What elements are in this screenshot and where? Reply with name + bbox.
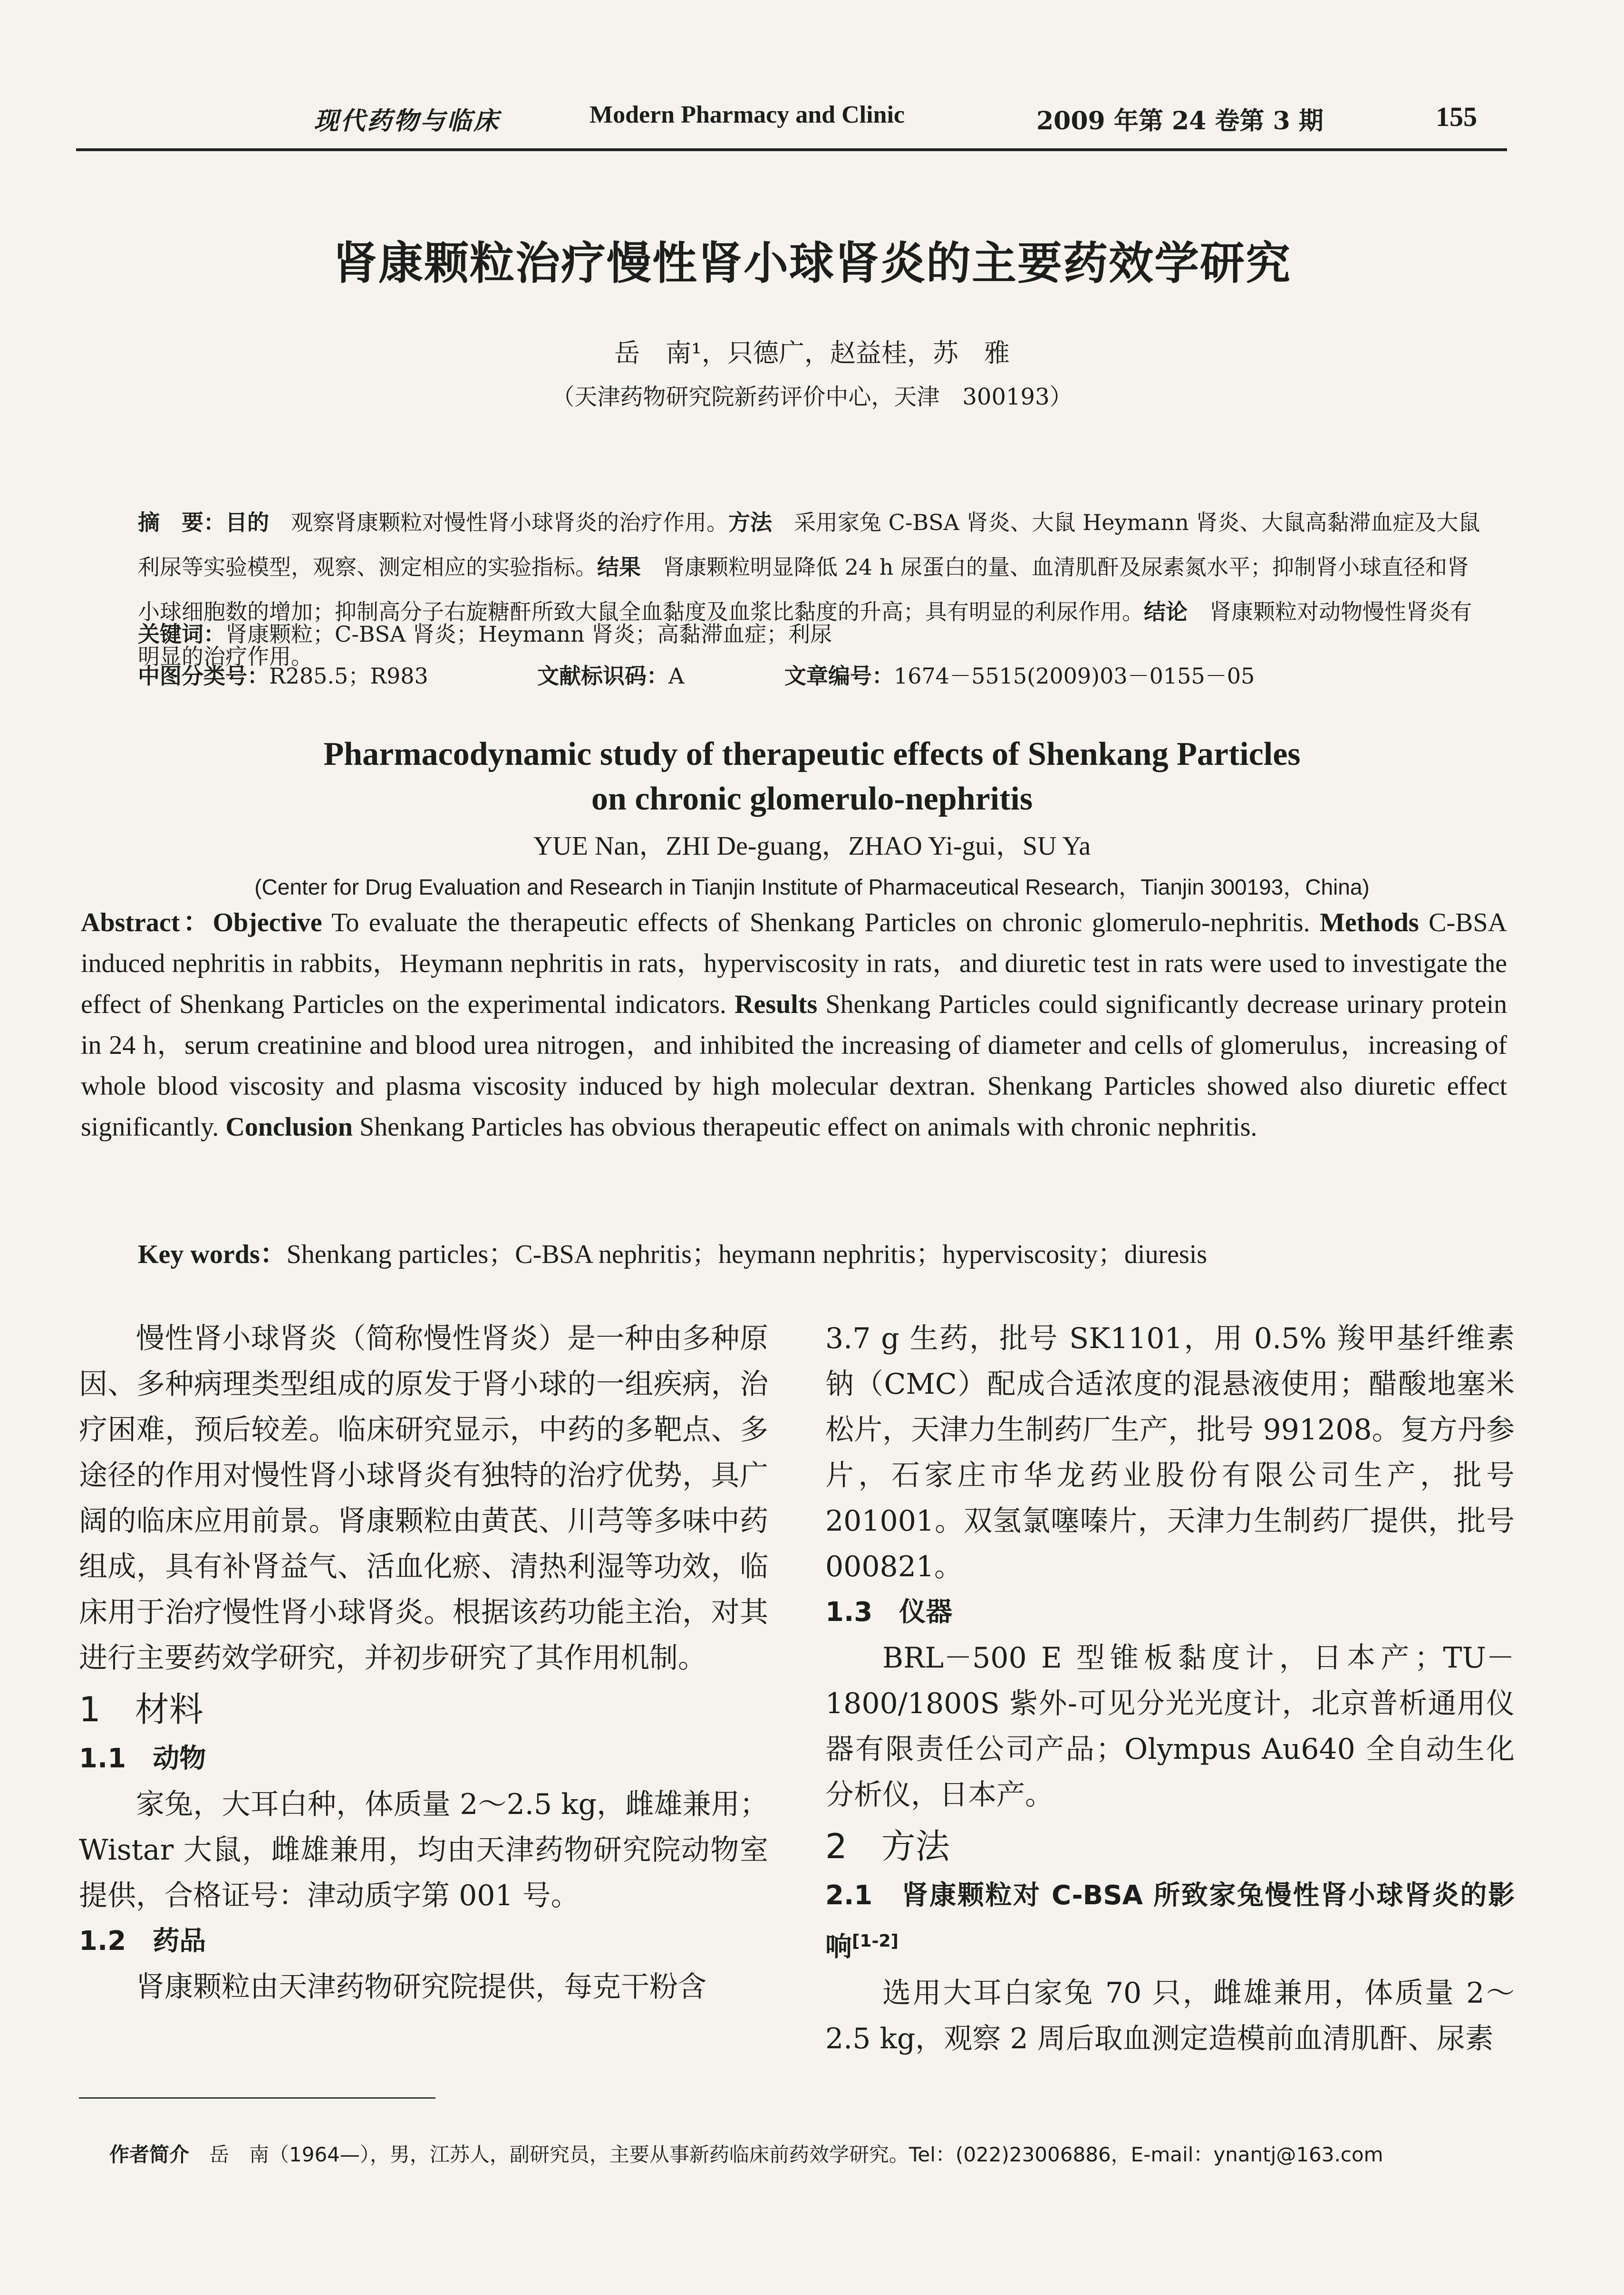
keywords-cn-label: 关键词：: [138, 621, 225, 647]
abstract-en-results: Shenkang Particles could significantly decrease urinary protein in 24 h，serum creatinine and blood urea nitrogen，and inhibited the increasing of diameter and cells of glomerulus，increasing of whole blood viscosity and plasma viscosity induced by high molecular dextran. Shenkang Particles showed also diuretic effect significantly.: [81, 990, 1508, 1142]
abstract-cn-results: 肾康颗粒明显降低 24 h 尿蛋白的量、血清肌酐及尿素氮水平；抑制肾小球直径和肾小球细胞数的增加；抑制高分子右旋糖酐所致大鼠全血黏度及血浆比黏度的升高；具有明显的利尿作用。: [138, 554, 1469, 625]
body-left-column: [79, 1316, 768, 2010]
document-code: 文献标识码：A: [537, 663, 685, 689]
subsection-heading-cbsa: 2.1 肾康颗粒对 C-BSA 所致家兔慢性肾小球肾炎的影响[1-2]: [825, 1880, 1515, 1963]
keywords-cn: [138, 617, 832, 648]
journal-name-cn: 现代药物与临床: [314, 106, 501, 135]
keywords-cn-text: 肾康颗粒；C-BSA 肾炎；Heymann 肾炎；高黏滞血症；利尿: [225, 621, 832, 647]
citation-ref: [1-2]: [852, 1931, 899, 1951]
animals-paragraph: 家兔，大耳白种，体质量 2～2.5 kg，雌雄兼用；Wistar 大鼠，雌雄兼用，均由天津药物研究院动物室提供，合格证号：津动质字第 001 号。: [79, 1788, 768, 1912]
keywords-en-label: Key words：: [138, 1240, 287, 1269]
article-number: 文章编号：1674－5515(2009)03－0155－05: [784, 663, 1255, 689]
keywords-en: [138, 1233, 1507, 1271]
abstract-cn-conclusion-label: 结论: [1144, 599, 1188, 625]
abstract-en-objective-label: Objective: [213, 908, 322, 937]
abstract-cn: [138, 500, 1488, 679]
author-footnote: [109, 2139, 1383, 2168]
footnote-label: 作者简介: [109, 2143, 210, 2166]
article-title-en: [0, 732, 1624, 821]
abstract-cn-label: 摘 要：: [138, 510, 225, 535]
abstract-en: [81, 902, 1507, 1148]
affiliation-cn: （天津药物研究院新药评价中心，天津 300193）: [551, 384, 1073, 410]
clc-number: 中图分类号：R285.5；R983: [138, 663, 428, 689]
keywords-en-text: Shenkang particles；C-BSA nephritis；heymann nephritis；hyperviscosity；diuresis: [286, 1240, 1208, 1269]
abstract-en-methods-label: Methods: [1320, 908, 1419, 937]
subsection-heading-drugs: 1.2 药品: [79, 1926, 206, 1957]
section-heading-materials: 1 材料: [79, 1689, 203, 1729]
drugs-paragraph: 肾康颗粒由天津药物研究院提供，每克干粉含: [136, 1970, 706, 2004]
abstract-cn-methods-label: 方法: [728, 510, 772, 535]
authors-en: YUE Nan，ZHI De-guang，ZHAO Yi-gui，SU Ya: [533, 831, 1091, 861]
authors-cn: 岳 南¹，只德广，赵益桂，苏 雅: [614, 338, 1010, 368]
body-right-column: [825, 1316, 1515, 2062]
section-heading-methods: 2 方法: [825, 1826, 950, 1866]
abstract-cn-conclusion: 肾康颗粒对动物慢性肾炎有明显的治疗作用。: [138, 599, 1472, 669]
article-title-en-line2: on chronic glomerulo-nephritis: [591, 781, 1033, 817]
journal-name-en: Modern Pharmacy and Clinic: [590, 101, 905, 128]
affiliation-en: (Center for Drug Evaluation and Research in Tianjin Institute of Pharmaceutical Research，Tianjin 300193，China): [254, 875, 1370, 899]
subsection-heading-animals: 1.1 动物: [79, 1743, 206, 1774]
footnote-rule: [79, 2097, 435, 2099]
instruments-paragraph: BRL－500 E 型锥板黏度计，日本产；TU－1800/1800S 紫外-可见分光光度计，北京普析通用仪器有限责任公司产品；Olympus Au640 全自动生化分析仪，日本产。: [825, 1641, 1515, 1812]
abstract-cn-results-label: 结果: [597, 554, 641, 580]
page-number: 155: [1436, 101, 1477, 132]
intro-paragraph: 慢性肾小球肾炎（简称慢性肾炎）是一种由多种原因、多种病理类型组成的原发于肾小球的一组疾病，治疗困难，预后较差。临床研究显示，中药的多靶点、多途径的作用对慢性肾小球肾炎有独特的治疗优势，具广阔的临床应用前景。肾康颗粒由黄芪、川芎等多味中药组成，具有补肾益气、活血化瘀、清热利湿等功效，临床用于治疗慢性肾小球肾炎。根据该药功能主治，对其进行主要药效学研究，并初步研究了其作用机制。: [79, 1322, 768, 1675]
article-title-en-line1: Pharmacodynamic study of therapeutic effects of Shenkang Particles: [323, 736, 1301, 772]
abstract-en-conclusion-label: Conclusion: [225, 1112, 353, 1142]
cbsa-paragraph: 选用大耳白家兔 70 只，雌雄兼用，体质量 2～2.5 kg，观察 2 周后取血测定造模前血清肌酐、尿素: [825, 1976, 1515, 2055]
abstract-cn-objective-label: 目的: [225, 510, 269, 535]
footnote-text: 岳 南（1964—），男，江苏人，副研究员，主要从事新药临床前药效学研究。Tel：(022)23006886，E-mail：ynantj@163.com: [209, 2143, 1383, 2166]
header-rule: [76, 148, 1507, 151]
subsection-heading-instruments: 1.3 仪器: [825, 1597, 953, 1628]
abstract-cn-methods: 采用家兔 C-BSA 肾炎、大鼠 Heymann 肾炎、大鼠高黏滞血症及大鼠利尿等实验模型，观察、测定相应的实验指标。: [138, 510, 1480, 580]
abstract-en-objective: To evaluate the therapeutic effects of Shenkang Particles on chronic glomerulo-nephritis.: [322, 908, 1320, 937]
abstract-en-label: Abstract：: [81, 908, 213, 937]
issue-info: 2009 年第 24 卷第 3 期: [1036, 106, 1324, 135]
abstract-cn-objective: 观察肾康颗粒对慢性肾小球肾炎的治疗作用。: [269, 510, 728, 535]
abstract-en-results-label: Results: [735, 990, 818, 1019]
abstract-en-conclusion: Shenkang Particles has obvious therapeutic effect on animals with chronic nephritis.: [352, 1112, 1257, 1142]
article-title-cn: 肾康颗粒治疗慢性肾小球肾炎的主要药效学研究: [332, 237, 1291, 289]
drugs-paragraph-continued: 3.7 g 生药，批号 SK1101，用 0.5% 羧甲基纤维素钠（CMC）配成合适浓度的混悬液使用；醋酸地塞米松片，天津力生制药厂生产，批号 991208。复方丹参片，石家庄市华龙药业股份有限公司生产，批号 201001。双氢氯噻嗪片，天津力生制药厂提供，批号 000821。: [825, 1322, 1515, 1583]
abstract-en-methods: C-BSA induced nephritis in rabbits，Heymann nephritis in rats，hyperviscosity in rats，and diuretic test in rats were used to investigate the effect of Shenkang Particles on the experimental indicators.: [81, 908, 1507, 1019]
